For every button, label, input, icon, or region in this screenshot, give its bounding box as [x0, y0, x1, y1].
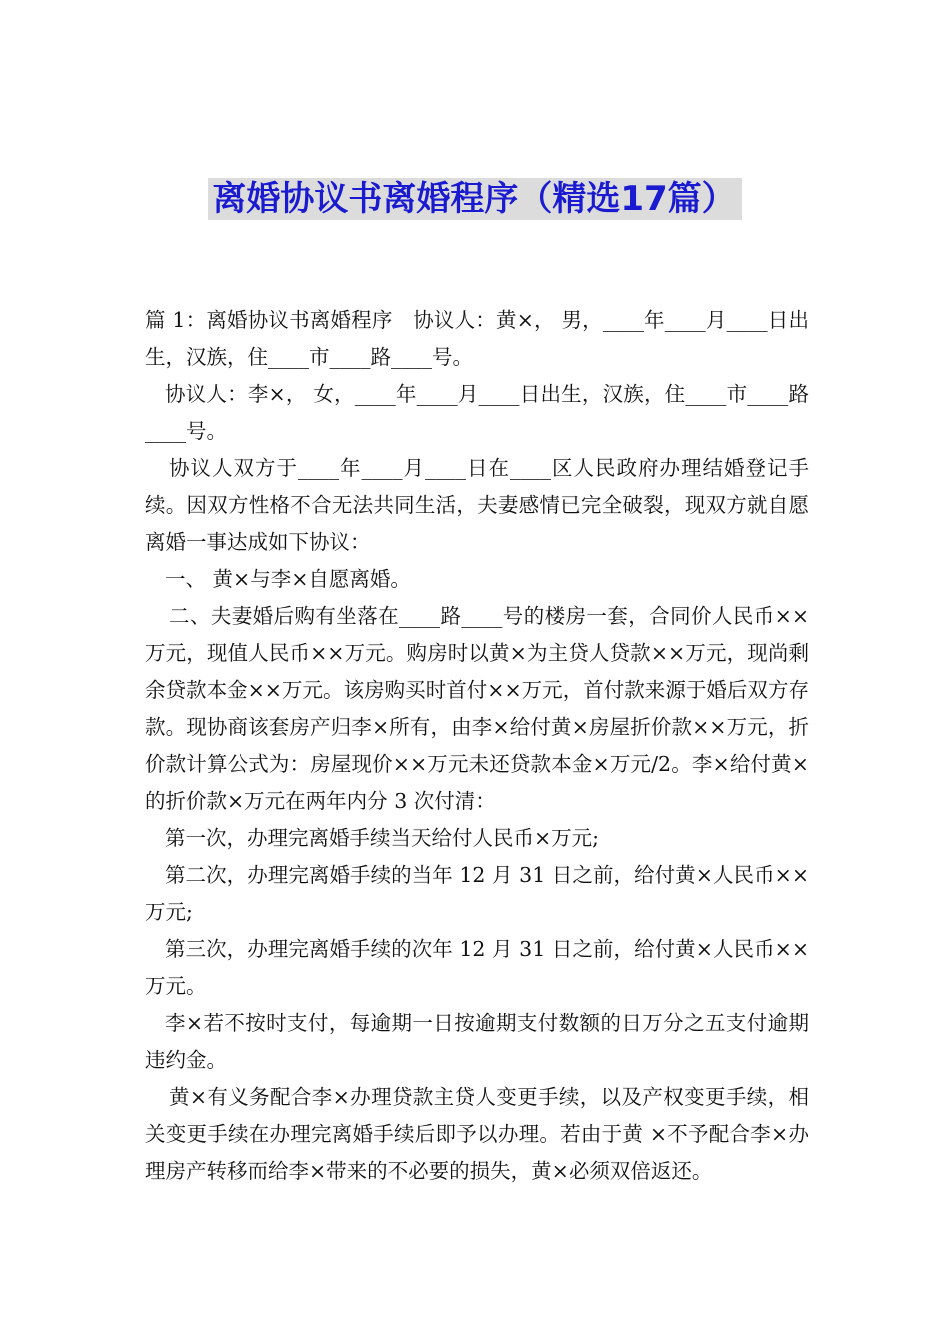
paragraph-1: 篇 1：离婚协议书离婚程序 协议人：黄×， 男，____年____月____日出生，汉族，住____市____路____号。	[145, 308, 809, 369]
paragraph-4: 一、 黄×与李×自愿离婚。	[165, 567, 411, 591]
paragraph-9: 李×若不按时支付，每逾期一日按逾期支付数额的日万分之五支付逾期违约金。	[145, 1011, 809, 1072]
paragraph-10: 黄×有义务配合李×办理贷款主贷人变更手续，以及产权变更手续，相关变更手续在办理完离婚手续后即予以办理。若由于黄 ×不予配合李×办理房产转移而给李×带来的不必要的损失，黄×必须双倍返还。	[145, 1085, 809, 1183]
paragraph-6: 第一次，办理完离婚手续当天给付人民币×万元;	[165, 826, 600, 850]
paragraph-3: 协议人双方于____年____月____日在____区人民政府办理结婚登记手续。因双方性格不合无法共同生活，夫妻感情已完全破裂，现双方就自愿离婚一事达成如下协议：	[145, 456, 809, 554]
paragraph-8: 第三次，办理完离婚手续的次年 12 月 31 日之前，给付黄×人民币××万元。	[145, 937, 809, 998]
document-title: 离婚协议书离婚程序（精选17篇）	[208, 178, 741, 220]
title-container	[0, 178, 950, 220]
paragraph-5: 二、夫妻婚后购有坐落在____路____号的楼房一套，合同价人民币××万元，现值人民币××万元。购房时以黄×为主贷人贷款××万元，现尚剩余贷款本金××万元。该房购买时首付××万元，首付款来源于婚后双方存款。现协商该套房产归李×所有，由李×给付黄×房屋折价款××万元，折价款计算公式为：房屋现价××万元未还贷款本金×万元/2。李×给付黄×的折价款×万元在两年内分 3 次付清：	[145, 604, 809, 813]
paragraph-7: 第二次，办理完离婚手续的当年 12 月 31 日之前，给付黄×人民币××万元;	[145, 863, 809, 924]
paragraph-2: 协议人：李×， 女，____年____月____日出生，汉族，住____市____路____号。	[145, 382, 809, 443]
document-body	[145, 302, 809, 1190]
